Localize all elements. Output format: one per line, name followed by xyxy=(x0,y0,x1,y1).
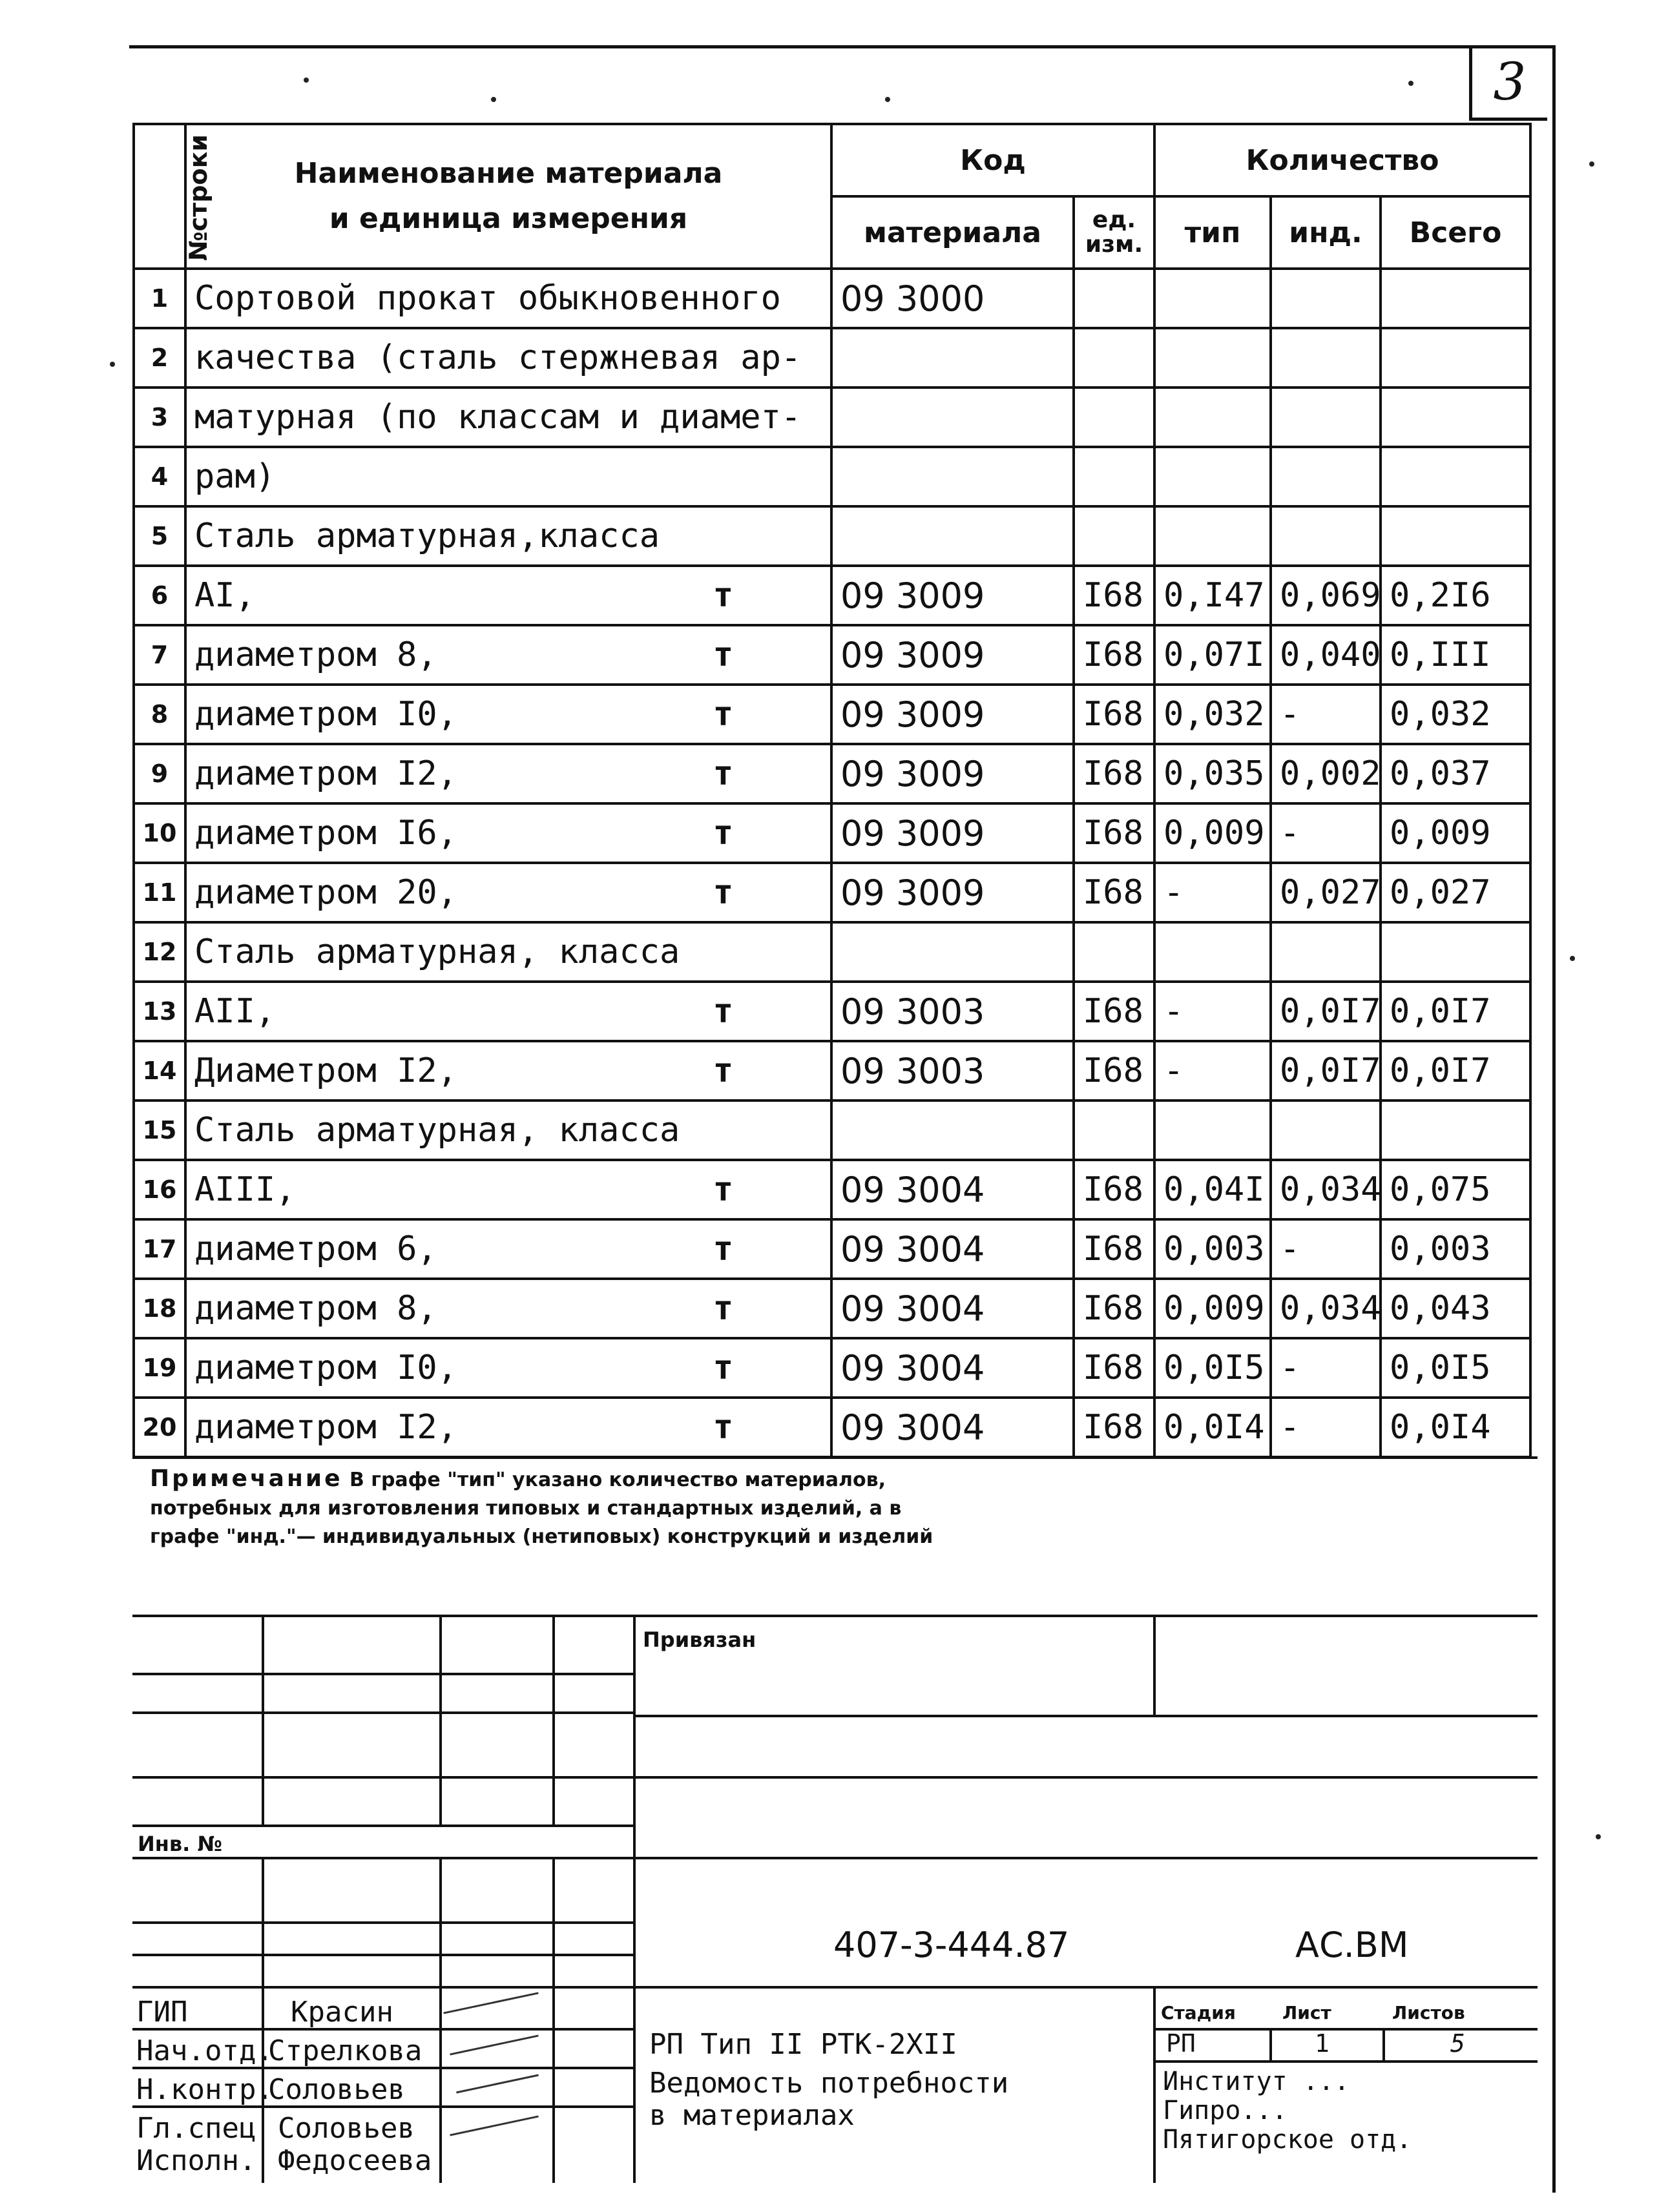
unit-mark: т xyxy=(713,1349,733,1387)
row-number-header: №строки xyxy=(134,124,185,269)
row-number-cell: 9 xyxy=(134,744,185,803)
material-name-text: Сталь арматурная,класса xyxy=(194,517,660,555)
unit-code-cell: I68 xyxy=(1074,685,1154,744)
unit-code-cell: I68 xyxy=(1074,1041,1154,1101)
material-name-text: диаметром I2, xyxy=(194,754,457,793)
material-name-cell xyxy=(185,1279,831,1338)
stamp-line xyxy=(132,1921,633,1924)
stamp-line xyxy=(1153,2028,1538,2031)
signature-mark xyxy=(450,2115,539,2136)
material-name-cell xyxy=(185,1160,831,1219)
row-number-cell: 12 xyxy=(134,922,185,982)
sheet-value: 1 xyxy=(1315,2029,1330,2058)
material-code-cell: 09 3009 xyxy=(831,685,1074,744)
material-name-text: качества (сталь стержневая ар- xyxy=(194,338,802,377)
material-code-cell: 09 3004 xyxy=(831,1279,1074,1338)
unit-code-cell: I68 xyxy=(1074,625,1154,685)
ind-qty-cell: 0,0I7 xyxy=(1271,982,1381,1041)
stamp-line xyxy=(132,1711,633,1714)
row-number-cell: 10 xyxy=(134,803,185,863)
row-number-cell: 1 xyxy=(134,269,185,328)
unit-mark: т xyxy=(713,1170,733,1209)
typ-qty-cell: 0,009 xyxy=(1154,1279,1271,1338)
document-suffix: АС.ВМ xyxy=(1295,1925,1409,1965)
ind-qty-cell xyxy=(1271,447,1381,506)
stamp-line xyxy=(1382,2028,1385,2060)
stamp-line xyxy=(1269,2028,1272,2060)
sheet-title-line2: Ведомость потребности xyxy=(649,2067,1009,2100)
typ-qty-cell: 0,003 xyxy=(1154,1219,1271,1279)
note-lead: Примечание xyxy=(150,1465,343,1492)
material-name-cell xyxy=(185,447,831,506)
total-qty-cell: 0,075 xyxy=(1381,1160,1530,1219)
table-row xyxy=(134,863,1530,922)
stamp-line xyxy=(439,1857,442,2183)
org-line3: Пятигорское отд. xyxy=(1163,2125,1412,2155)
ind-qty-cell xyxy=(1271,506,1381,566)
typ-qty-cell xyxy=(1154,269,1271,328)
material-code-cell xyxy=(831,328,1074,388)
material-name-text: AIII, xyxy=(194,1170,296,1209)
scan-speck xyxy=(1596,1834,1601,1839)
unit-code-cell: I68 xyxy=(1074,1338,1154,1398)
material-code-cell: 09 3003 xyxy=(831,1041,1074,1101)
scan-speck xyxy=(110,362,115,367)
stamp-line xyxy=(132,1986,1538,1989)
total-qty-cell: 0,2I6 xyxy=(1381,566,1530,625)
name-chief-spec: Соловьев xyxy=(278,2112,415,2145)
scan-speck xyxy=(1570,956,1575,961)
table-row xyxy=(134,328,1530,388)
material-code-cell: 09 3009 xyxy=(831,744,1074,803)
table-row xyxy=(134,506,1530,566)
org-line2: Гипро... xyxy=(1163,2096,1288,2125)
total-qty-cell: 0,043 xyxy=(1381,1279,1530,1338)
scan-speck xyxy=(304,78,309,83)
role-gip: ГИП xyxy=(136,1996,188,2029)
material-code-cell: 09 3004 xyxy=(831,1338,1074,1398)
row-number-cell: 6 xyxy=(134,566,185,625)
material-code-cell: 09 3003 xyxy=(831,982,1074,1041)
total-qty-cell: 0,009 xyxy=(1381,803,1530,863)
unit-code-cell xyxy=(1074,388,1154,447)
material-code-header: материала xyxy=(831,196,1074,269)
total-qty-cell: 0,032 xyxy=(1381,685,1530,744)
ind-qty-cell xyxy=(1271,269,1381,328)
material-name-cell xyxy=(185,1338,831,1398)
typ-header: тип xyxy=(1154,196,1271,269)
ind-qty-cell xyxy=(1271,328,1381,388)
material-name-cell xyxy=(185,685,831,744)
typ-qty-cell: 0,0I4 xyxy=(1154,1398,1271,1457)
material-name-text: рам) xyxy=(194,457,276,496)
typ-qty-cell: 0,0I5 xyxy=(1154,1338,1271,1398)
material-name-cell xyxy=(185,1101,831,1160)
material-name-cell xyxy=(185,566,831,625)
row-number-cell: 7 xyxy=(134,625,185,685)
unit-mark: т xyxy=(713,1289,733,1328)
row-number-cell: 11 xyxy=(134,863,185,922)
name-gip: Красин xyxy=(291,1996,393,2029)
table-row xyxy=(134,1338,1530,1398)
unit-code-cell xyxy=(1074,269,1154,328)
material-code-cell: 09 3009 xyxy=(831,863,1074,922)
total-qty-cell xyxy=(1381,269,1530,328)
total-qty-cell: 0,027 xyxy=(1381,863,1530,922)
scan-speck xyxy=(1589,161,1594,167)
stamp-line xyxy=(262,1615,264,1824)
ind-qty-cell: - xyxy=(1271,1398,1381,1457)
material-name-cell xyxy=(185,982,831,1041)
table-row xyxy=(134,685,1530,744)
inv-number-label: Инв. № xyxy=(138,1832,222,1856)
sheet-label: Лист xyxy=(1282,2002,1331,2023)
material-name-text: Диаметром I2, xyxy=(194,1051,457,1090)
material-name-cell xyxy=(185,1041,831,1101)
unit-code-cell: I68 xyxy=(1074,566,1154,625)
name-executor: Федосеева xyxy=(278,2144,432,2177)
signature-mark xyxy=(443,1992,538,2014)
stamp-line xyxy=(262,1857,264,2183)
total-qty-cell xyxy=(1381,388,1530,447)
ind-qty-cell xyxy=(1271,388,1381,447)
material-name-text: Сортовой прокат обыкновенного xyxy=(194,279,781,318)
typ-qty-cell: 0,04I xyxy=(1154,1160,1271,1219)
total-qty-cell xyxy=(1381,447,1530,506)
sheet-title-line1: РП Тип II РТК-2ХII xyxy=(649,2028,957,2061)
stamp-line xyxy=(552,1615,555,1824)
role-head-dept: Нач.отд. xyxy=(136,2034,273,2067)
material-code-cell: 09 3009 xyxy=(831,566,1074,625)
ind-qty-cell: 0,027 xyxy=(1271,863,1381,922)
typ-qty-cell: 0,07I xyxy=(1154,625,1271,685)
unit-code-cell xyxy=(1074,922,1154,982)
table-row xyxy=(134,922,1530,982)
unit-mark: т xyxy=(713,636,733,674)
typ-qty-cell: 0,009 xyxy=(1154,803,1271,863)
material-code-cell: 09 3004 xyxy=(831,1160,1074,1219)
table-row xyxy=(134,744,1530,803)
row-number-cell: 5 xyxy=(134,506,185,566)
name-norm-control: Соловьев xyxy=(268,2073,405,2106)
material-code-cell: 09 3000 xyxy=(831,269,1074,328)
typ-qty-cell: - xyxy=(1154,1041,1271,1101)
material-code-cell xyxy=(831,447,1074,506)
row-number-cell: 17 xyxy=(134,1219,185,1279)
stamp-line xyxy=(633,1715,1538,1717)
material-name-text: диаметром I6, xyxy=(194,814,457,853)
row-number-cell: 14 xyxy=(134,1041,185,1101)
unit-code-cell xyxy=(1074,447,1154,506)
material-name-header-line1: Наименование материала xyxy=(294,156,723,190)
stage-label: Стадия xyxy=(1161,2002,1236,2023)
page-number: 3 xyxy=(1469,45,1547,121)
row-number-cell: 4 xyxy=(134,447,185,506)
row-number-cell: 19 xyxy=(134,1338,185,1398)
row-number-cell: 2 xyxy=(134,328,185,388)
unit-mark: т xyxy=(713,576,733,615)
typ-qty-cell xyxy=(1154,328,1271,388)
material-name-text: AI, xyxy=(194,576,255,615)
typ-qty-cell: 0,I47 xyxy=(1154,566,1271,625)
ind-qty-cell xyxy=(1271,1101,1381,1160)
ind-qty-cell: - xyxy=(1271,685,1381,744)
ind-qty-cell: 0,002 xyxy=(1271,744,1381,803)
material-code-cell xyxy=(831,922,1074,982)
material-name-text: диаметром 8, xyxy=(194,636,437,674)
note-divider xyxy=(132,1456,1538,1459)
table-row xyxy=(134,1101,1530,1160)
material-name-cell xyxy=(185,803,831,863)
table-row xyxy=(134,803,1530,863)
table-row xyxy=(134,1041,1530,1101)
total-qty-cell: 0,0I4 xyxy=(1381,1398,1530,1457)
typ-qty-cell: - xyxy=(1154,863,1271,922)
total-header: Всего xyxy=(1381,196,1530,269)
total-qty-cell: 0,III xyxy=(1381,625,1530,685)
scan-speck xyxy=(491,97,496,102)
total-qty-cell: 0,003 xyxy=(1381,1219,1530,1279)
unit-mark: т xyxy=(713,695,733,734)
stamp-line xyxy=(132,1673,633,1675)
typ-qty-cell: 0,032 xyxy=(1154,685,1271,744)
unit-code-header: ед. изм. xyxy=(1074,196,1154,269)
ind-qty-cell: - xyxy=(1271,1219,1381,1279)
ind-qty-cell: 0,0I7 xyxy=(1271,1041,1381,1101)
role-norm-control: Н.контр. xyxy=(136,2073,273,2106)
role-executor: Исполн. xyxy=(136,2144,256,2177)
material-name-text: диаметром 8, xyxy=(194,1289,437,1328)
total-qty-cell: 0,0I5 xyxy=(1381,1338,1530,1398)
material-name-cell xyxy=(185,625,831,685)
unit-code-cell: I68 xyxy=(1074,1219,1154,1279)
role-chief-spec: Гл.спец xyxy=(136,2112,256,2145)
material-name-text: диаметром 6, xyxy=(194,1230,437,1268)
material-code-cell: 09 3009 xyxy=(831,803,1074,863)
signature-mark xyxy=(456,2074,539,2094)
material-name-text: диаметром 20, xyxy=(194,873,457,912)
code-header: Код xyxy=(831,124,1154,196)
ind-qty-cell: 0,040 xyxy=(1271,625,1381,685)
material-name-header-line2: и единица измерения xyxy=(329,202,688,235)
total-qty-cell xyxy=(1381,1101,1530,1160)
unit-code-cell: I68 xyxy=(1074,1279,1154,1338)
stamp-line xyxy=(1153,1615,1156,1715)
unit-code-cell: I68 xyxy=(1074,863,1154,922)
row-number-cell: 16 xyxy=(134,1160,185,1219)
material-name-header xyxy=(185,124,831,269)
material-name-cell xyxy=(185,1398,831,1457)
note-text: В графе "тип" указано количество материалов, потребных для изготовления типовых и стандартных изделий, а в графе "инд."— индивидуальных (нетиповых) конструкций и изделий xyxy=(150,1469,933,1548)
unit-code-cell xyxy=(1074,506,1154,566)
material-name-text: диаметром I0, xyxy=(194,1349,457,1387)
materials-table xyxy=(132,123,1532,1458)
material-code-cell: 09 3004 xyxy=(831,1219,1074,1279)
table-row xyxy=(134,1398,1530,1457)
table-row xyxy=(134,566,1530,625)
material-name-cell xyxy=(185,744,831,803)
material-name-cell xyxy=(185,328,831,388)
unit-code-cell: I68 xyxy=(1074,744,1154,803)
material-code-cell xyxy=(831,388,1074,447)
stamp-line xyxy=(132,1824,633,1827)
total-qty-cell xyxy=(1381,506,1530,566)
table-row xyxy=(134,1219,1530,1279)
typ-qty-cell xyxy=(1154,506,1271,566)
ind-qty-cell: 0,034 xyxy=(1271,1160,1381,1219)
material-name-cell xyxy=(185,1219,831,1279)
org-line1: Институт ... xyxy=(1163,2067,1350,2096)
typ-qty-cell xyxy=(1154,447,1271,506)
table-row xyxy=(134,1279,1530,1338)
sheet-title-line3: в материалах xyxy=(649,2099,855,2132)
stamp-line xyxy=(1153,1986,1156,2183)
unit-mark: т xyxy=(713,1230,733,1268)
stage-value: РП xyxy=(1166,2029,1196,2058)
typ-qty-cell: - xyxy=(1154,982,1271,1041)
material-code-cell xyxy=(831,506,1074,566)
unit-mark: т xyxy=(713,1051,733,1090)
unit-code-cell: I68 xyxy=(1074,1398,1154,1457)
unit-code-cell: I68 xyxy=(1074,1160,1154,1219)
scan-speck xyxy=(885,97,890,102)
table-body xyxy=(134,269,1530,1457)
material-name-cell xyxy=(185,922,831,982)
signature-mark xyxy=(450,2034,539,2055)
ind-qty-cell: 0,034 xyxy=(1271,1279,1381,1338)
stamp-line xyxy=(1153,2060,1538,2063)
ind-header: инд. xyxy=(1271,196,1381,269)
typ-qty-cell xyxy=(1154,388,1271,447)
material-name-cell xyxy=(185,269,831,328)
name-head-dept: Стрелкова xyxy=(268,2034,422,2067)
material-code-cell: 09 3009 xyxy=(831,625,1074,685)
privyazan-label: Привязан xyxy=(643,1628,756,1652)
stamp-line xyxy=(552,1857,555,2183)
note-block xyxy=(150,1465,964,1551)
row-number-cell: 18 xyxy=(134,1279,185,1338)
quantity-header: Количество xyxy=(1154,124,1530,196)
unit-code-cell: I68 xyxy=(1074,803,1154,863)
total-qty-cell: 0,0I7 xyxy=(1381,1041,1530,1101)
row-number-cell: 15 xyxy=(134,1101,185,1160)
unit-code-cell xyxy=(1074,1101,1154,1160)
typ-qty-cell: 0,035 xyxy=(1154,744,1271,803)
unit-code-cell xyxy=(1074,328,1154,388)
total-qty-cell xyxy=(1381,328,1530,388)
unit-mark: т xyxy=(713,814,733,853)
typ-qty-cell xyxy=(1154,1101,1271,1160)
material-name-cell xyxy=(185,863,831,922)
document-code: 407-3-444.87 xyxy=(833,1925,1070,1965)
table-row xyxy=(134,447,1530,506)
row-number-cell: 20 xyxy=(134,1398,185,1457)
ind-qty-cell xyxy=(1271,922,1381,982)
sheets-label: Листов xyxy=(1392,2002,1465,2023)
sheets-value: 5 xyxy=(1450,2029,1465,2058)
table-row xyxy=(134,982,1530,1041)
material-name-text: диаметром I2, xyxy=(194,1408,457,1447)
stamp-line xyxy=(132,1954,633,1956)
material-name-cell xyxy=(185,388,831,447)
material-code-cell: 09 3004 xyxy=(831,1398,1074,1457)
total-qty-cell: 0,0I7 xyxy=(1381,982,1530,1041)
table-row xyxy=(134,1160,1530,1219)
stamp-line xyxy=(132,1857,1538,1859)
unit-mark: т xyxy=(713,1408,733,1447)
table-row xyxy=(134,388,1530,447)
stamp-line xyxy=(132,1615,1538,1617)
ind-qty-cell: 0,069 xyxy=(1271,566,1381,625)
material-name-text: Сталь арматурная, класса xyxy=(194,1111,680,1150)
material-name-cell xyxy=(185,506,831,566)
title-block xyxy=(132,1615,1538,2189)
stamp-line xyxy=(633,1615,636,2183)
material-name-text: Сталь арматурная, класса xyxy=(194,933,680,971)
row-number-cell: 3 xyxy=(134,388,185,447)
unit-mark: т xyxy=(713,754,733,793)
material-code-cell xyxy=(831,1101,1074,1160)
unit-mark: т xyxy=(713,992,733,1031)
row-number-cell: 13 xyxy=(134,982,185,1041)
typ-qty-cell xyxy=(1154,922,1271,982)
total-qty-cell: 0,037 xyxy=(1381,744,1530,803)
row-number-cell: 8 xyxy=(134,685,185,744)
total-qty-cell xyxy=(1381,922,1530,982)
material-name-text: диаметром I0, xyxy=(194,695,457,734)
stamp-line xyxy=(439,1615,442,1824)
material-name-text: матурная (по классам и диамет- xyxy=(194,398,802,437)
stamp-line xyxy=(132,1776,1538,1779)
unit-code-cell: I68 xyxy=(1074,982,1154,1041)
unit-mark: т xyxy=(713,873,733,912)
scan-speck xyxy=(1408,81,1413,86)
ind-qty-cell: - xyxy=(1271,1338,1381,1398)
table-row xyxy=(134,625,1530,685)
material-name-text: AII, xyxy=(194,992,276,1031)
table-row xyxy=(134,269,1530,328)
ind-qty-cell: - xyxy=(1271,803,1381,863)
